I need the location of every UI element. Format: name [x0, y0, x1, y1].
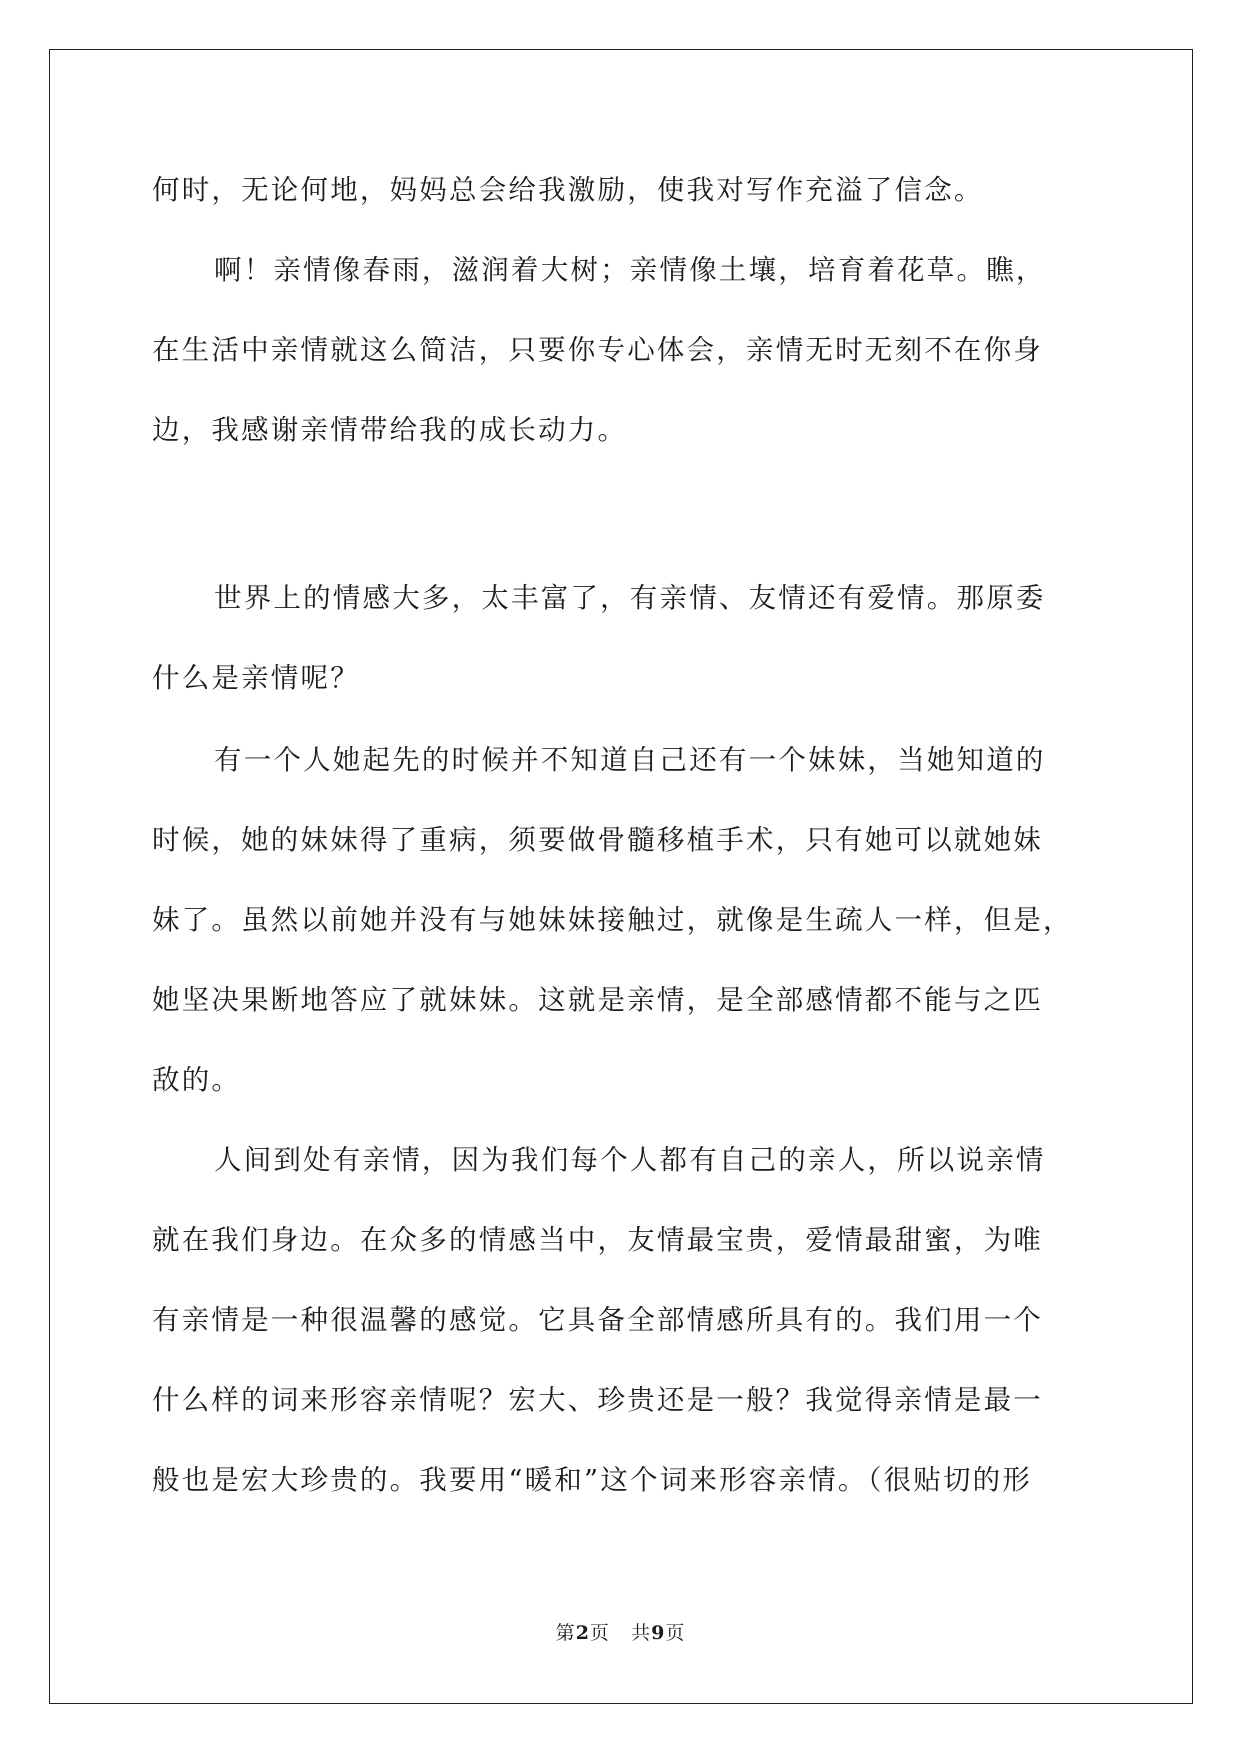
text-line: 她坚决果断地答应了就妹妹。这就是亲情，是全部感情都不能与之匹 — [152, 984, 1043, 1016]
footer-page-prefix: 第 — [555, 1622, 576, 1644]
text-line: 何时，无论何地，妈妈总会给我激励，使我对写作充溢了信念。 — [152, 174, 984, 206]
footer-total-number: 9 — [651, 1622, 666, 1644]
text-line: 什么样的词来形容亲情呢？宏大、珍贵还是一般？我觉得亲情是最一 — [152, 1384, 1043, 1416]
footer-page-suffix: 页 — [589, 1622, 610, 1644]
page-footer — [0, 1618, 1241, 1645]
text-line: 般也是宏大珍贵的。我要用“暖和”这个词来形容亲情。（很贴切的形 — [152, 1464, 1033, 1496]
text-line: 边，我感谢亲情带给我的成长动力。 — [152, 414, 628, 446]
text-line: 敌的。 — [152, 1064, 242, 1096]
footer-total-suffix: 页 — [665, 1622, 686, 1644]
text-line: 世界上的情感大多，太丰富了，有亲情、友情还有爱情。那原委 — [214, 582, 1046, 614]
text-line: 什么是亲情呢？ — [152, 662, 360, 694]
text-line: 妹了。虽然以前她并没有与她妹妹接触过，就像是生疏人一样，但是， — [152, 904, 1073, 936]
text-line: 啊！亲情像春雨，滋润着大树；亲情像土壤，培育着花草。瞧， — [214, 254, 1046, 286]
text-line: 有亲情是一种很温馨的感觉。它具备全部情感所具有的。我们用一个 — [152, 1304, 1043, 1336]
text-line: 在生活中亲情就这么简洁，只要你专心体会，亲情无时无刻不在你身 — [152, 334, 1043, 366]
text-line: 人间到处有亲情，因为我们每个人都有自己的亲人，所以说亲情 — [214, 1144, 1046, 1176]
text-line: 有一个人她起先的时候并不知道自己还有一个妹妹，当她知道的 — [214, 744, 1046, 776]
text-line: 就在我们身边。在众多的情感当中，友情最宝贵，爱情最甜蜜，为唯 — [152, 1224, 1043, 1256]
text-line: 时候，她的妹妹得了重病，须要做骨髓移植手术，只有她可以就她妹 — [152, 824, 1043, 856]
footer-page-number: 2 — [575, 1622, 590, 1644]
page-border — [49, 49, 1193, 1704]
footer-total-prefix: 共 — [631, 1622, 652, 1644]
